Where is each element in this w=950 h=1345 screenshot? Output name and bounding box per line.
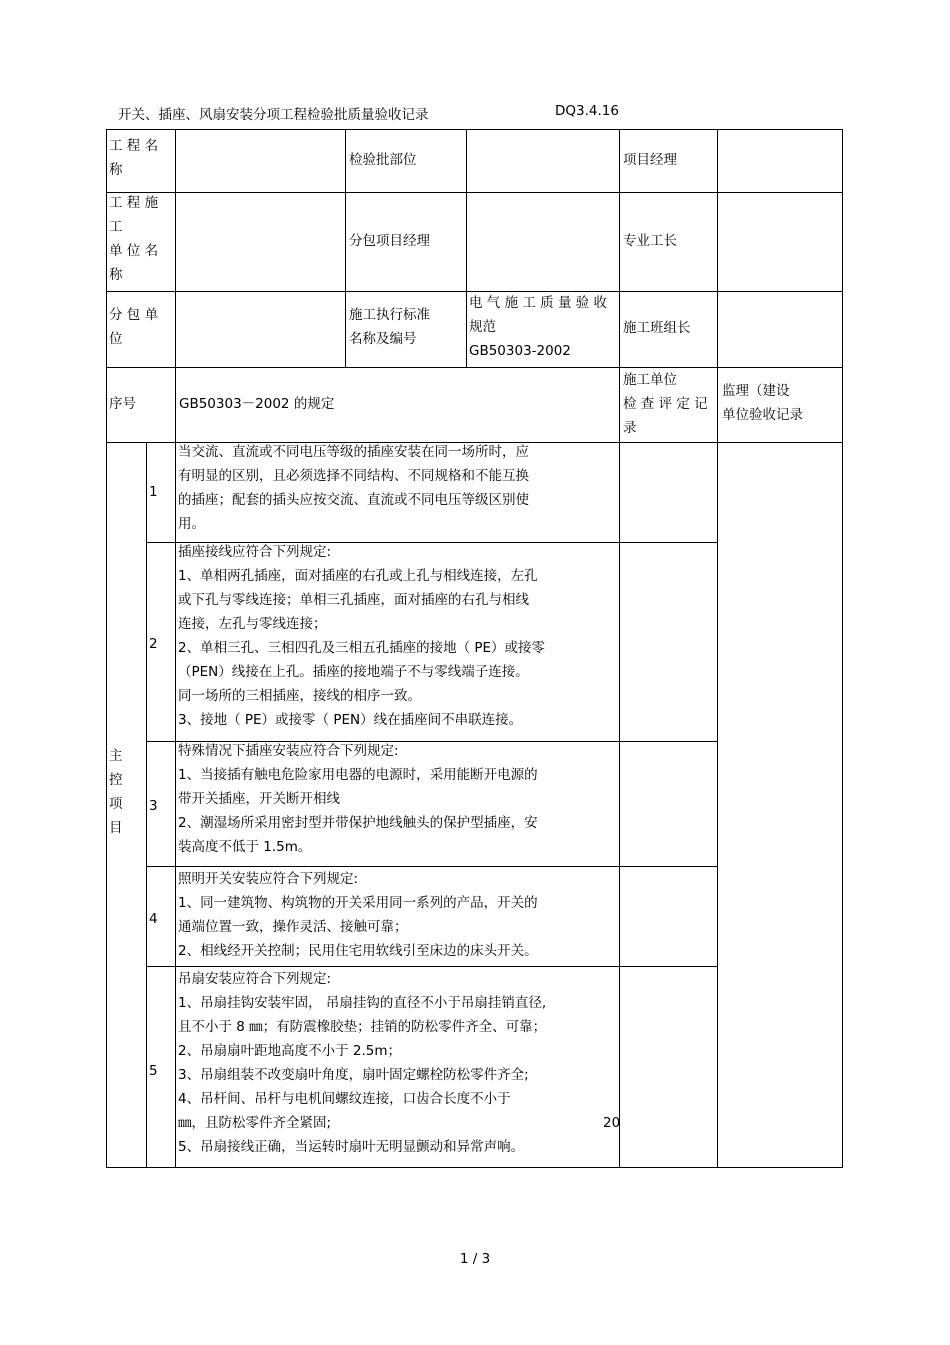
item-number: 3 (149, 798, 158, 814)
table-border-left (106, 129, 107, 1168)
column-header-regulation: GB50303－2002 的规定 (179, 396, 335, 412)
label-team-leader: 施工班组长 (623, 320, 691, 336)
column-divider (345, 129, 346, 367)
label-contractor-unit: 工 程 施 工 单 位 名 称 (109, 195, 159, 283)
column-header-supervisor: 监理（建设 单位验收记录 (722, 383, 803, 423)
row-divider (106, 192, 843, 193)
form-code: DQ3.4.16 (555, 103, 619, 119)
item-number: 4 (149, 911, 158, 927)
table-border-right (842, 129, 843, 1168)
label-project-manager: 项目经理 (623, 152, 677, 168)
page-number: 1 / 3 (459, 1251, 491, 1267)
main-control-label: 主 控 项 目 (109, 748, 123, 836)
item-number: 1 (149, 484, 158, 500)
label-professional-foreman: 专业工长 (623, 233, 677, 249)
row-divider (106, 367, 843, 368)
column-divider (146, 442, 147, 1167)
item-text: 吊扇安装应符合下列规定: 1、吊扇挂钩安装牢固， 吊扇挂钩的直径不小于吊扇挂销直径, 且不小于 8 ㎜；有防震橡胶垫；挂销的防松零件齐全、可靠； 2、吊扇扇叶距地高度不小于 2.5m； 3、吊扇组装不改变扇叶角度，扇叶固定螺栓防松零件齐全; 4、吊杆间、吊杆与电机间螺纹连接，口齿合长度不小于 ㎜，且防松零件齐全紧固; 5、吊扇接线正确，当运转时扇叶无明显颤动和异常声响。 (178, 971, 547, 1155)
column-divider (717, 129, 718, 1168)
item-text: 特殊情况下插座安装应符合下列规定: 1、当接插有触电危险家用电器的电源时，采用能断开电源的 带开关插座，开关断开相线 2、潮湿场所采用密封型并带保护地线触头的保护型插座，安 装高度不低于 1.5m。 (178, 743, 538, 855)
item-number: 2 (149, 636, 158, 652)
form-title: 开关、插座、风扇安装分项工程检验批质量验收记录 (118, 107, 429, 123)
inspection-form-table (106, 129, 843, 1168)
thread-length-value: 20 (603, 1115, 621, 1131)
table-border-top (106, 129, 843, 130)
item-text: 照明开关安装应符合下列规定: 1、同一建筑物、构筑物的开关采用同一系列的产品，开关的 通端位置一致，操作灵活、接触可靠； 2、相线经开关控制；民用住宅用软线引至床边的床头开关。 (178, 871, 538, 959)
column-divider (619, 129, 620, 1168)
execution-standard-value: 电 气 施 工 质 量 验 收 规范 GB50303-2002 (469, 295, 608, 359)
label-subcontractor-unit: 分 包 单 位 (109, 307, 159, 347)
label-project-name: 工 程 名 称 (109, 138, 159, 178)
item-number: 5 (149, 1063, 158, 1079)
label-inspection-lot-part: 检验批部位 (349, 152, 417, 168)
column-divider (175, 442, 176, 1167)
column-header-seq: 序号 (109, 396, 136, 412)
column-header-contractor-eval: 施工单位 检 查 评 定 记 录 (623, 372, 708, 436)
item-text: 插座接线应符合下列规定: 1、单相两孔插座，面对插座的右孔或上孔与相线连接，左孔 或下孔与零线连接；单相三孔插座，面对插座的右孔与相线 连接，左孔与零线连接； 2、单相三孔、三相四孔及三相五孔插座的接地（ PE）或接零 （PEN）线接在上孔。插座的接地端子不与零线端子连接。 同一场所的三相插座，接线的相序一致。 3、接地（ PE）或接零（ PEN）线在插座间不串联连接。 (178, 544, 546, 728)
label-execution-standard: 施工执行标准 名称及编号 (349, 307, 430, 347)
column-divider (466, 129, 467, 367)
table-border-bottom (106, 1167, 843, 1168)
label-sub-project-manager: 分包项目经理 (349, 233, 430, 249)
column-divider (175, 129, 176, 442)
item-text: 当交流、直流或不同电压等级的插座安装在同一场所时，应 有明显的区别，且必须选择不同结构、不同规格和不能互换 的插座；配套的插头应按交流、直流或不同电压等级区别使 用。 (178, 444, 529, 532)
